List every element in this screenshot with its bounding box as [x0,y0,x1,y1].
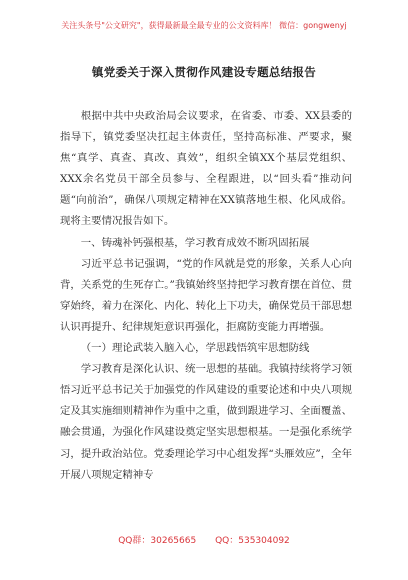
subsection-1-paragraph: 学习教育是深化认识、统一思想的基础。我镇持续将学习领悟习近平总书记关于加强党的作风建设的重要论述和中央八项规定及其实施细则精神作为重中之重，做到跟进学习、全面覆盖、融会贯通，为强化作风建设奠定坚实思想根基。一是强化系统学习，提升政治站位。党委理论学习中心组发挥“头雁效应”，全年开展八项规定精神专 [60,363,352,481]
promo-header: 关注头条号"公文研究"，获得最新最全最专业的公文资料库！ 微信：gongwenyj [61,21,347,30]
subsection-heading-1: （一）理论武装入脑入心，学思践悟筑牢思想防线 [80,342,310,355]
intro-paragraph: 根据中共中央政治局会议要求，在省委、市委、XX县委的指导下，镇党委坚决扛起主体责任，坚持高标准、严要求，聚焦“真学、真查、真改、真效”，组织全镇XX个基层党组织、XXX余名党员干部全员参与、全程跟进，以“回头看”推动问题“向前治”，确保八项规定精神在XX镇落地生根、化风成俗。现将主要情况报告如下。 [60,110,352,228]
contact-footer [0,533,408,546]
qq-number: QQ：535304092 [215,536,290,546]
document-title: 镇党委关于深入贯彻作风建设专题总结报告 [91,65,317,79]
section-heading-1: 一、铸魂补钙强根基，学习教育成效不断巩固拓展 [80,236,310,249]
qq-group-number: QQ群：30265665 [118,536,197,546]
section-1-paragraph: 习近平总书记强调，“党的作风就是党的形象，关系人心向背，关系党的生死存亡。”我镇始终坚持把学习教育摆在首位、贯穿始终，着力在深化、内化、转化上下功夫，确保党员干部思想认识再提升、纪律规矩意识再强化，拒腐防变能力再增强。 [60,257,352,333]
document-body [60,106,352,486]
